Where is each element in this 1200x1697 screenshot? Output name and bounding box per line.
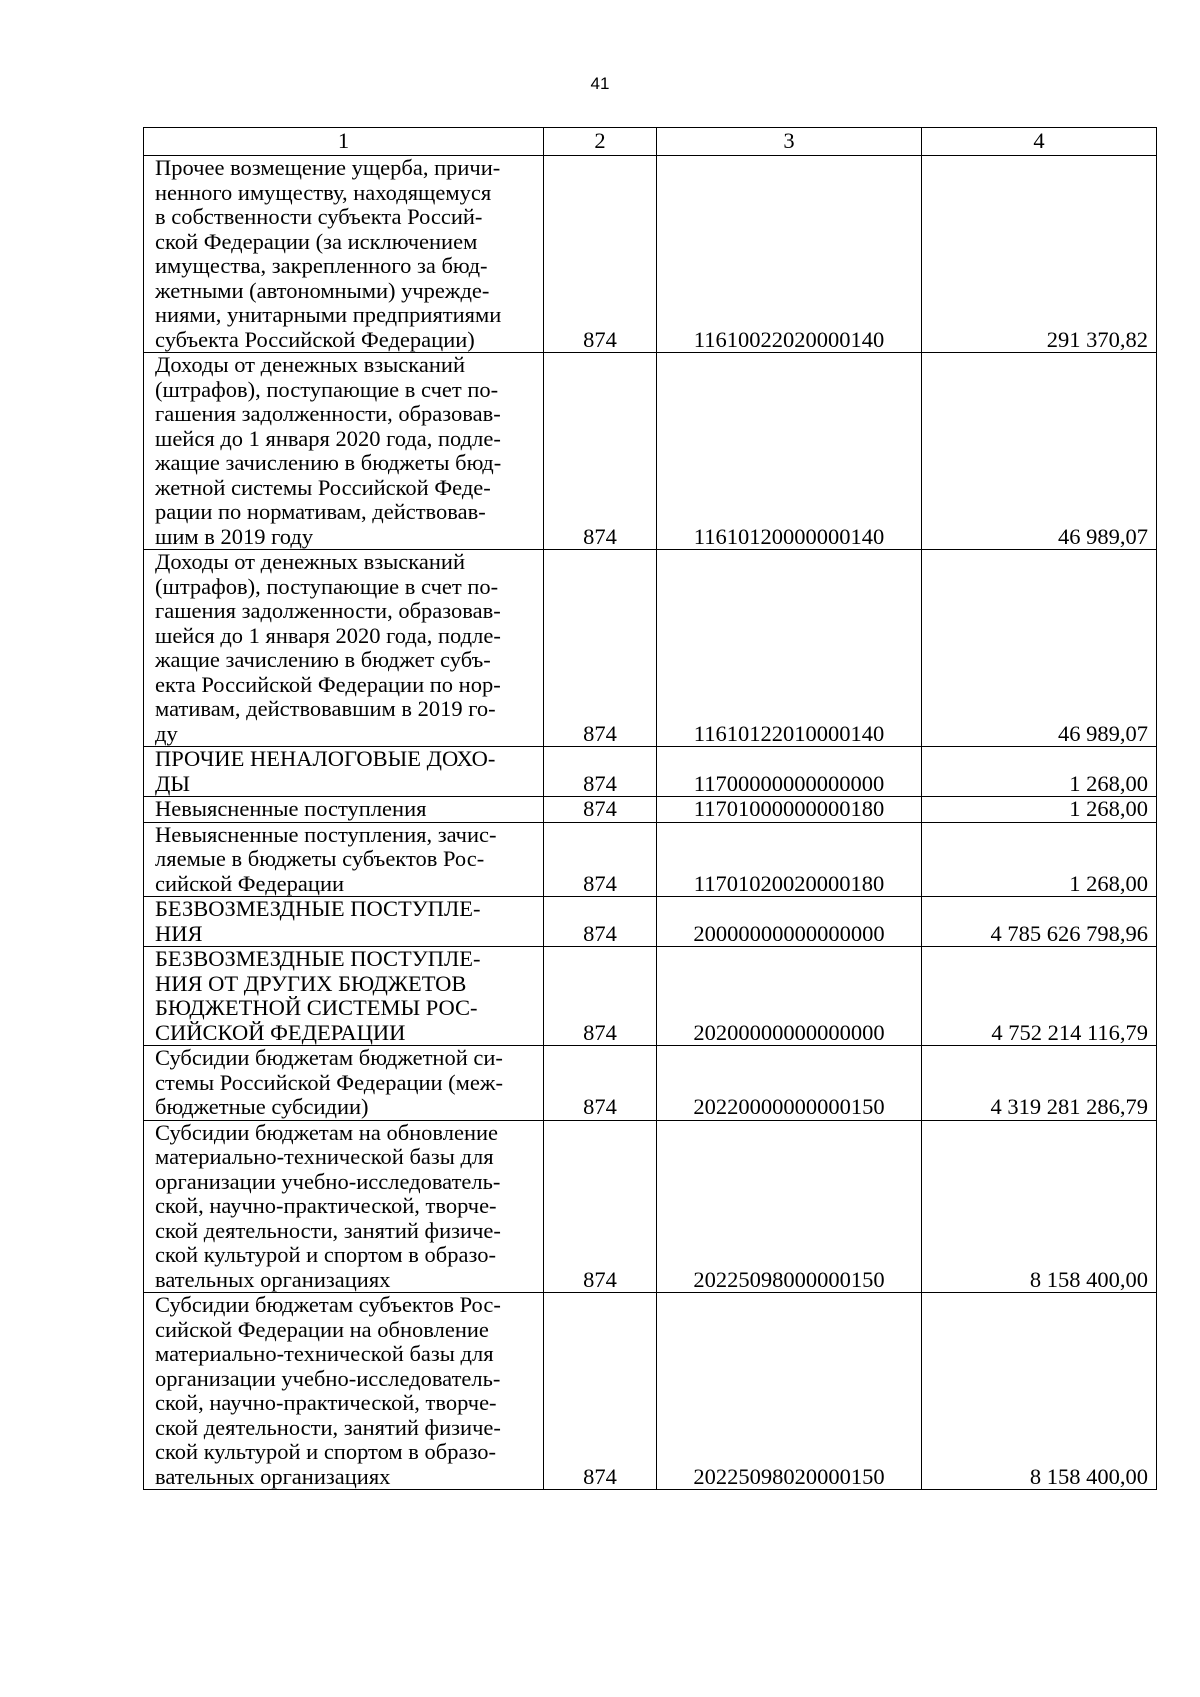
row-name-cell xyxy=(144,156,544,353)
row-budget-code-cell: 20225098000000150 xyxy=(657,1120,922,1293)
row-budget-code-cell: 11610022020000140 xyxy=(657,156,922,353)
row-name-text: Невыясненные поступления xyxy=(155,796,427,821)
row-name-cell xyxy=(144,353,544,550)
header-cell-1: 1 xyxy=(144,128,544,156)
table-row xyxy=(144,1046,1157,1121)
row-name-text: БЕЗВОЗМЕЗДНЫЕ ПОСТУПЛЕ- НИЯ xyxy=(155,896,481,946)
row-name-cell xyxy=(144,1120,544,1293)
row-budget-code-cell: 20200000000000000 xyxy=(657,947,922,1046)
row-amount-cell: 46 989,07 xyxy=(922,353,1157,550)
row-admin-code-cell: 874 xyxy=(544,156,657,353)
row-name-cell xyxy=(144,947,544,1046)
row-name-cell xyxy=(144,1046,544,1121)
row-name-text: БЕЗВОЗМЕЗДНЫЕ ПОСТУПЛЕ- НИЯ ОТ ДРУГИХ БЮДЖЕТОВ БЮДЖЕТНОЙ СИСТЕМЫ РОС- СИЙСКОЙ ФЕДЕРАЦИИ xyxy=(155,946,481,1045)
row-name-text: Субсидии бюджетам бюджетной си- стемы Российской Федерации (меж- бюджетные субсидии) xyxy=(155,1045,503,1119)
row-name-cell xyxy=(144,550,544,747)
row-name-cell xyxy=(144,747,544,797)
row-name-text: Доходы от денежных взысканий (штрафов), поступающие в счет по- гашения задолженности, образовав- шейся до 1 января 2020 года, подле- жащие зачислению в бюджеты бюд- жетной системы Российской Феде- рации по нормативам, действовав- шим в 2019 году xyxy=(155,352,502,549)
row-budget-code-cell: 11610122010000140 xyxy=(657,550,922,747)
row-admin-code-cell: 874 xyxy=(544,747,657,797)
row-name-cell xyxy=(144,1293,544,1490)
row-budget-code-cell: 20225098020000150 xyxy=(657,1293,922,1490)
row-name-text: Невыясненные поступления, зачис- ляемые в бюджеты субъектов Рос- сийской Федерации xyxy=(155,821,497,896)
table-row xyxy=(144,822,1157,897)
row-admin-code-cell: 874 xyxy=(544,947,657,1046)
row-amount-cell: 4 752 214 116,79 xyxy=(922,947,1157,1046)
row-budget-code-cell: 11701000000000180 xyxy=(657,797,922,823)
table-row xyxy=(144,1120,1157,1293)
table-header-row xyxy=(144,128,1157,156)
row-admin-code-cell: 874 xyxy=(544,353,657,550)
row-admin-code-cell: 874 xyxy=(544,797,657,823)
page-number: 41 xyxy=(590,74,610,93)
row-budget-code-cell: 20000000000000000 xyxy=(657,897,922,947)
row-name-text: Субсидии бюджетам субъектов Рос- сийской Федерации на обновление материально-технической базы для организации учебно-исследователь- ской, научно-практической, творче- ской деятельности, занятий физиче- ской культурой и спортом в образо- вательных организациях xyxy=(155,1292,501,1489)
row-admin-code-cell: 874 xyxy=(544,897,657,947)
row-name-text: Прочее возмещение ущерба, причи- ненного имуществу, находящемуся в собственности субъекта Россий- ской Федерации (за исключением имущества, закрепленного за бюд- жетными (автономными) учрежде- ниями, унитарными предприятиями субъекта Российской Федерации) xyxy=(155,155,502,352)
row-admin-code-cell: 874 xyxy=(544,822,657,897)
table-row xyxy=(144,947,1157,1046)
row-name-text: Доходы от денежных взысканий (штрафов), поступающие в счет по- гашения задолженности, образовав- шейся до 1 января 2020 года, подле- жащие зачислению в бюджет субъ- екта Российской Федерации по нор- мативам, действовавшим в 2019 го- ду xyxy=(155,549,501,746)
row-amount-cell: 8 158 400,00 xyxy=(922,1293,1157,1490)
row-amount-cell: 4 785 626 798,96 xyxy=(922,897,1157,947)
header-cell-3: 3 xyxy=(657,128,922,156)
revenue-table xyxy=(143,127,1157,1490)
row-amount-cell: 1 268,00 xyxy=(922,822,1157,897)
table-row xyxy=(144,897,1157,947)
row-admin-code-cell: 874 xyxy=(544,1046,657,1121)
table-row xyxy=(144,550,1157,747)
row-amount-cell: 46 989,07 xyxy=(922,550,1157,747)
row-budget-code-cell: 11700000000000000 xyxy=(657,747,922,797)
row-amount-cell: 1 268,00 xyxy=(922,797,1157,823)
table-row xyxy=(144,797,1157,823)
table-row xyxy=(144,353,1157,550)
table-body xyxy=(144,128,1157,1490)
row-budget-code-cell: 11610120000000140 xyxy=(657,353,922,550)
row-admin-code-cell: 874 xyxy=(544,550,657,747)
header-cell-2: 2 xyxy=(544,128,657,156)
row-name-cell xyxy=(144,897,544,947)
row-amount-cell: 4 319 281 286,79 xyxy=(922,1046,1157,1121)
row-admin-code-cell: 874 xyxy=(544,1120,657,1293)
row-name-text: ПРОЧИЕ НЕНАЛОГОВЫЕ ДОХО- ДЫ xyxy=(155,746,496,796)
table-row xyxy=(144,747,1157,797)
table-row xyxy=(144,1293,1157,1490)
row-admin-code-cell: 874 xyxy=(544,1293,657,1490)
row-amount-cell: 8 158 400,00 xyxy=(922,1120,1157,1293)
row-name-cell xyxy=(144,797,544,823)
row-name-cell xyxy=(144,822,544,897)
header-cell-4: 4 xyxy=(922,128,1157,156)
row-name-text: Субсидии бюджетам на обновление материально-технической базы для организации учебно-исследователь- ской, научно-практической, творче- ской деятельности, занятий физиче- ской культурой и спортом в образо- вательных организациях xyxy=(155,1119,501,1292)
row-amount-cell: 1 268,00 xyxy=(922,747,1157,797)
row-amount-cell: 291 370,82 xyxy=(922,156,1157,353)
table-row xyxy=(144,156,1157,353)
row-budget-code-cell: 11701020020000180 xyxy=(657,822,922,897)
row-budget-code-cell: 20220000000000150 xyxy=(657,1046,922,1121)
